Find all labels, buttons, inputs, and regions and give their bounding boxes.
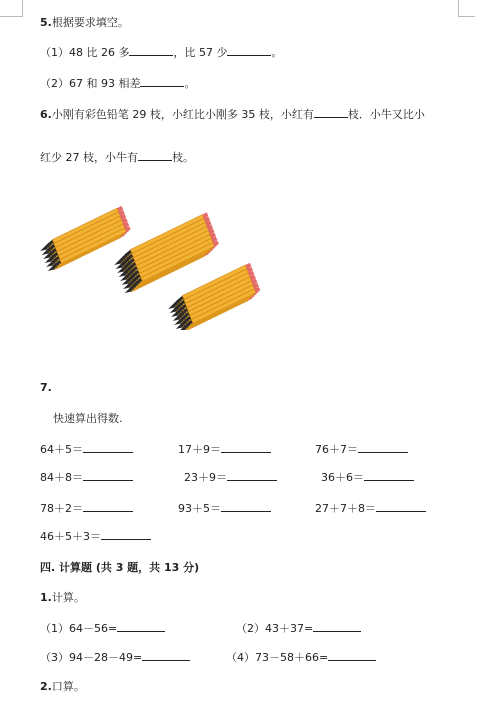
question-5-part-2 [40, 75, 195, 91]
question-5-part-1 [40, 44, 282, 60]
answer-blank[interactable] [140, 75, 184, 87]
arithmetic-expression: 27＋7＋8＝ [315, 502, 376, 515]
answer-blank[interactable] [83, 441, 133, 453]
question-6-text-c: 红少 27 枝，小牛有 [40, 151, 138, 164]
question-5-part-2-text-a: （2）67 和 93 相差 [40, 77, 141, 90]
calc-2-number: 2. [40, 680, 52, 693]
question-6-line-1 [40, 106, 425, 122]
answer-blank[interactable] [328, 649, 376, 661]
question-6-text-a: 小刚有彩色铅笔 29 枝，小红比小刚多 35 枝，小红有 [51, 108, 314, 121]
calc-expression: （1）64－56= [40, 622, 118, 635]
answer-blank[interactable] [221, 441, 271, 453]
arithmetic-item [40, 500, 133, 516]
calc-1-part-3 [40, 649, 190, 665]
answer-blank[interactable] [364, 469, 414, 481]
answer-blank[interactable] [313, 620, 361, 632]
question-5-title [40, 14, 129, 30]
arithmetic-expression: 46＋5＋3＝ [40, 530, 101, 543]
arithmetic-item [321, 469, 414, 485]
question-7-instruction: 快速算出得数. [53, 412, 123, 425]
calc-expression: （4）73－58＋66= [226, 651, 329, 664]
answer-blank[interactable] [142, 649, 190, 661]
arithmetic-item [40, 469, 133, 485]
answer-blank[interactable] [376, 500, 426, 512]
answer-blank[interactable] [83, 469, 133, 481]
arithmetic-item [178, 441, 271, 457]
answer-blank[interactable] [227, 44, 271, 56]
arithmetic-expression: 84＋8＝ [40, 471, 83, 484]
question-5-part-1-text-c: 。 [271, 46, 283, 59]
question-6-text-d: 枝。 [172, 151, 194, 164]
arithmetic-item [40, 441, 133, 457]
question-6-line-2 [40, 149, 194, 165]
calc-2-title [40, 678, 85, 694]
question-5-part-1-text-b: ，比 57 少 [173, 46, 228, 59]
answer-blank[interactable] [227, 469, 277, 481]
question-6-number: 6. [40, 108, 52, 121]
answer-blank[interactable] [221, 500, 271, 512]
section-4-title: 四. 计算题 (共 3 题，共 13 分) [40, 561, 200, 574]
arithmetic-item [315, 500, 426, 516]
arithmetic-expression: 93＋5＝ [178, 502, 221, 515]
question-7-number: 7. [40, 381, 52, 394]
answer-blank[interactable] [83, 500, 133, 512]
answer-blank[interactable] [314, 106, 348, 118]
answer-blank[interactable] [129, 44, 173, 56]
calc-1-title-text: 计算。 [51, 591, 85, 604]
arithmetic-item [40, 528, 151, 544]
answer-blank[interactable] [101, 528, 151, 540]
calc-2-title-text: 口算。 [51, 680, 85, 693]
arithmetic-expression: 23＋9＝ [184, 471, 227, 484]
arithmetic-expression: 76＋7＝ [315, 443, 358, 456]
question-5-part-2-text-b: 。 [184, 77, 196, 90]
calc-1-part-1 [40, 620, 165, 636]
page-corner-mark-left [0, 0, 23, 17]
arithmetic-expression: 17＋9＝ [178, 443, 221, 456]
arithmetic-item [315, 441, 408, 457]
answer-blank[interactable] [117, 620, 165, 632]
question-5-number: 5. [40, 16, 52, 29]
answer-blank[interactable] [358, 441, 408, 453]
pencil-bundles-image [38, 205, 260, 330]
question-5-part-1-text-a: （1）48 比 26 多 [40, 46, 130, 59]
arithmetic-item [178, 500, 271, 516]
page-corner-mark-right [458, 0, 475, 17]
arithmetic-expression: 78＋2＝ [40, 502, 83, 515]
calc-expression: （2）43＋37= [236, 622, 314, 635]
answer-blank[interactable] [138, 149, 172, 161]
calc-1-part-4 [226, 649, 376, 665]
calc-1-part-2 [236, 620, 361, 636]
arithmetic-expression: 64＋5＝ [40, 443, 83, 456]
question-5-title-text: 根据要求填空。 [51, 16, 129, 29]
calc-1-title [40, 589, 85, 605]
arithmetic-expression: 36＋6＝ [321, 471, 364, 484]
question-6-text-b: 枝．小牛又比小 [347, 108, 425, 121]
calc-expression: （3）94－28－49= [40, 651, 143, 664]
calc-1-number: 1. [40, 591, 52, 604]
arithmetic-item [184, 469, 277, 485]
